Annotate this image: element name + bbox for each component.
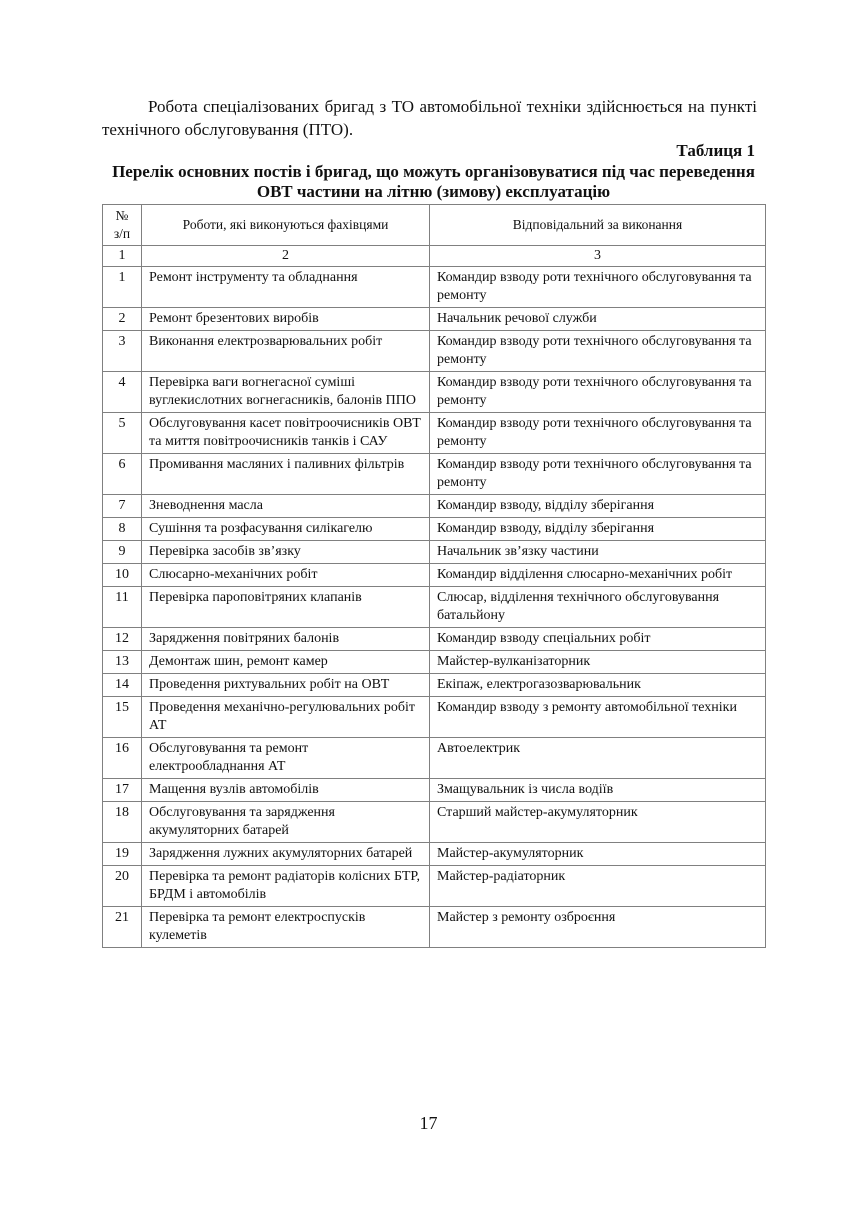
row-responsible: Командир взводу спеціальних робіт (430, 628, 766, 651)
row-responsible: Командир взводу роти технічного обслуговування та ремонту (430, 413, 766, 454)
table-row (103, 674, 766, 697)
row-number: 1 (103, 267, 142, 308)
table-title: Перелік основних постів і бригад, що можуть організовуватися під час переведення ОВТ частини на літню (зимову) експлуатацію (112, 162, 755, 201)
row-work: Обслуговування касет повітроочисників ОВТ та миття повітроочисників танків і САУ (142, 413, 430, 454)
row-number: 19 (103, 843, 142, 866)
row-number: 16 (103, 738, 142, 779)
row-work: Зневоднення масла (142, 495, 430, 518)
row-number: 5 (103, 413, 142, 454)
row-work: Промивання масляних і паливних фільтрів (142, 454, 430, 495)
row-number: 20 (103, 866, 142, 907)
row-number: 11 (103, 587, 142, 628)
table-row (103, 843, 766, 866)
row-work: Зарядження лужних акумуляторних батарей (142, 843, 430, 866)
page-number: 17 (419, 1113, 438, 1133)
row-number: 2 (103, 308, 142, 331)
row-number: 13 (103, 651, 142, 674)
column-number: 1 (103, 246, 142, 267)
row-work: Демонтаж шин, ремонт камер (142, 651, 430, 674)
row-responsible: Командир відділення слюсарно-механічних робіт (430, 564, 766, 587)
row-number: 4 (103, 372, 142, 413)
header-responsible: Відповідальний за виконання (430, 205, 766, 246)
table-row (103, 866, 766, 907)
row-number: 10 (103, 564, 142, 587)
table-row (103, 267, 766, 308)
table-row (103, 907, 766, 948)
row-work: Обслуговування та ремонт електрообладнання АТ (142, 738, 430, 779)
row-responsible: Майстер з ремонту озброєння (430, 907, 766, 948)
row-work: Перевірка засобів зв’язку (142, 541, 430, 564)
table-row (103, 372, 766, 413)
row-work: Проведення механічно-регулювальних робіт АТ (142, 697, 430, 738)
row-responsible: Автоелектрик (430, 738, 766, 779)
row-number: 18 (103, 802, 142, 843)
table-row (103, 454, 766, 495)
row-responsible: Командир взводу роти технічного обслуговування та ремонту (430, 454, 766, 495)
table-row (103, 308, 766, 331)
intro-text: Робота спеціалізованих бригад з ТО автомобільної техніки здійснюється на пункті технічного обслуговування (ПТО). (102, 97, 757, 139)
row-work: Обслуговування та зарядження акумуляторних батарей (142, 802, 430, 843)
table-body (103, 246, 766, 948)
header-num: № з/п (103, 205, 142, 246)
table-row (103, 587, 766, 628)
row-responsible: Начальник речової служби (430, 308, 766, 331)
row-responsible: Командир взводу роти технічного обслуговування та ремонту (430, 267, 766, 308)
row-work: Виконання електрозварювальних робіт (142, 331, 430, 372)
row-work: Перевірка та ремонт електроспусків кулеметів (142, 907, 430, 948)
row-work: Перевірка пароповітряних клапанів (142, 587, 430, 628)
row-responsible: Командир взводу роти технічного обслуговування та ремонту (430, 372, 766, 413)
row-work: Зарядження повітряних балонів (142, 628, 430, 651)
row-responsible: Начальник зв’язку частини (430, 541, 766, 564)
table-label: Таблиця 1 (676, 141, 755, 160)
table-row (103, 564, 766, 587)
row-responsible: Екіпаж, електрогазозварювальник (430, 674, 766, 697)
row-responsible: Командир взводу з ремонту автомобільної техніки (430, 697, 766, 738)
row-responsible: Змащувальник із числа водіїв (430, 779, 766, 802)
row-number: 3 (103, 331, 142, 372)
intro-paragraph (102, 95, 757, 141)
row-responsible: Майстер-вулканізаторник (430, 651, 766, 674)
row-work: Проведення рихтувальних робіт на ОВТ (142, 674, 430, 697)
row-work: Слюсарно-механічних робіт (142, 564, 430, 587)
row-number: 14 (103, 674, 142, 697)
column-number: 3 (430, 246, 766, 267)
row-number: 9 (103, 541, 142, 564)
row-number: 8 (103, 518, 142, 541)
row-number: 21 (103, 907, 142, 948)
row-responsible: Майстер-акумуляторник (430, 843, 766, 866)
row-responsible: Командир взводу, відділу зберігання (430, 518, 766, 541)
row-number: 7 (103, 495, 142, 518)
column-number-row (103, 246, 766, 267)
row-work: Сушіння та розфасування силікагелю (142, 518, 430, 541)
row-responsible: Майстер-радіаторник (430, 866, 766, 907)
table-row (103, 779, 766, 802)
row-work: Мащення вузлів автомобілів (142, 779, 430, 802)
table-row (103, 651, 766, 674)
row-number: 12 (103, 628, 142, 651)
row-responsible: Командир взводу роти технічного обслуговування та ремонту (430, 331, 766, 372)
row-number: 17 (103, 779, 142, 802)
row-work: Ремонт брезентових виробів (142, 308, 430, 331)
row-responsible: Командир взводу, відділу зберігання (430, 495, 766, 518)
table-row (103, 697, 766, 738)
table-row (103, 541, 766, 564)
row-work: Перевірка та ремонт радіаторів колісних БТР, БРДМ і автомобілів (142, 866, 430, 907)
table-row (103, 331, 766, 372)
row-number: 6 (103, 454, 142, 495)
table-row (103, 628, 766, 651)
row-responsible: Старший майстер-акумуляторник (430, 802, 766, 843)
table-row (103, 413, 766, 454)
table-row (103, 495, 766, 518)
table-row (103, 802, 766, 843)
row-work: Перевірка ваги вогнегасної суміші вуглекислотних вогнегасників, балонів ППО (142, 372, 430, 413)
row-work: Ремонт інструменту та обладнання (142, 267, 430, 308)
row-number: 15 (103, 697, 142, 738)
posts-table (102, 204, 766, 948)
row-responsible: Слюсар, відділення технічного обслуговування батальйону (430, 587, 766, 628)
header-row (103, 205, 766, 246)
header-work: Роботи, які виконуються фахівцями (142, 205, 430, 246)
column-number: 2 (142, 246, 430, 267)
table-row (103, 518, 766, 541)
table-row (103, 738, 766, 779)
